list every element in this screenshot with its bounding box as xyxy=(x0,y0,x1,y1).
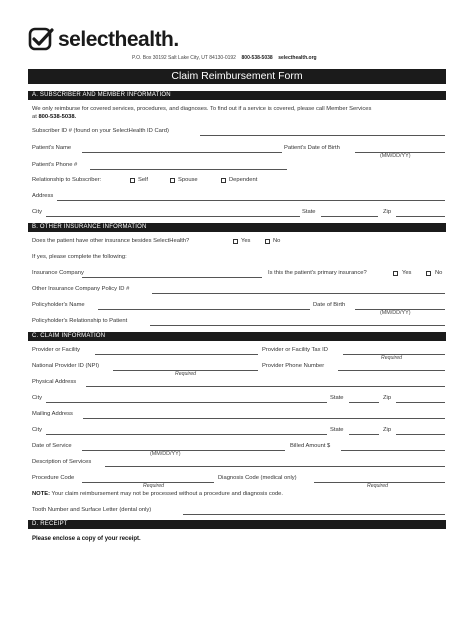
tax-id-label: Provider or Facility Tax ID xyxy=(262,347,328,353)
mailing-address-label: Mailing Address xyxy=(32,411,73,417)
physical-state-field[interactable] xyxy=(349,402,379,403)
npi-label: National Provider ID (NPI) xyxy=(32,363,100,369)
billed-amount-label: Billed Amount $ xyxy=(290,443,331,449)
mailing-state-field[interactable] xyxy=(349,434,379,435)
physical-zip-field[interactable] xyxy=(396,402,445,403)
zip-field[interactable] xyxy=(396,216,445,217)
npi-required: Required xyxy=(175,371,197,377)
patient-dob-label: Patient's Date of Birth xyxy=(284,145,340,151)
primary-no-checkbox[interactable] xyxy=(426,271,431,276)
website-link[interactable]: selecthealth.org xyxy=(278,55,317,61)
spouse-checkbox[interactable] xyxy=(170,178,175,183)
physical-city-field[interactable] xyxy=(46,402,327,403)
mailing-state-label: State xyxy=(330,427,344,433)
procedure-note: NOTE: Your claim reimbursement may not be processed without a procedure and diagnosis code. xyxy=(32,491,284,497)
patient-name-label: Patient's Name xyxy=(32,145,72,151)
state-field[interactable] xyxy=(321,216,378,217)
phone-number: 800-538-5038 xyxy=(241,55,273,61)
selecthealth-logo xyxy=(28,26,179,54)
billed-amount-field[interactable] xyxy=(341,450,445,451)
other-insurance-yes-checkbox[interactable] xyxy=(233,239,238,244)
form-title: Claim Reimbursement Form xyxy=(28,69,446,84)
procedure-code-label: Procedure Code xyxy=(32,475,75,481)
date-of-service-field[interactable] xyxy=(82,450,285,451)
primary-insurance-question: Is this the patient's primary insurance? xyxy=(268,270,367,276)
self-checkbox[interactable] xyxy=(130,178,135,183)
subscriber-id-field[interactable] xyxy=(200,135,445,136)
policyholder-dob-label: Date of Birth xyxy=(313,302,346,308)
primary-yes-label: Yes xyxy=(402,270,412,276)
physical-state-label: State xyxy=(330,395,344,401)
self-label: Self xyxy=(138,177,148,183)
relationship-label: Relationship to Subscriber: xyxy=(32,177,102,183)
check-shield-icon xyxy=(28,27,54,53)
physical-city-label: City xyxy=(32,395,42,401)
primary-yes-checkbox[interactable] xyxy=(393,271,398,276)
tooth-number-field[interactable] xyxy=(183,514,445,515)
date-of-service-label: Date of Service xyxy=(32,443,72,449)
policyholder-relationship-label: Policyholder's Relationship to Patient xyxy=(32,318,128,324)
mailing-zip-label: Zip xyxy=(383,427,392,433)
mailing-address: P.O. Box 30192 Salt Lake City, UT 84130-0192 xyxy=(132,55,236,61)
physical-address-field[interactable] xyxy=(86,386,445,387)
section-b-heading: B. OTHER INSURANCE INFORMATION xyxy=(28,223,446,232)
other-insurance-no-checkbox[interactable] xyxy=(265,239,270,244)
section-d-heading: D. RECEIPT xyxy=(28,520,446,529)
mailing-zip-field[interactable] xyxy=(396,434,445,435)
section-a-intro: We only reimburse for covered services, procedures, and diagnoses. To find out if a service is covered, please call Member Services at 800-538-5038. xyxy=(32,106,372,120)
provider-phone-field[interactable] xyxy=(338,370,445,371)
zip-label: Zip xyxy=(383,209,392,215)
if-yes-instruction: If yes, please complete the following: xyxy=(32,254,127,260)
procedure-code-required: Required xyxy=(143,483,165,489)
logo-wordmark: selecthealth. xyxy=(58,28,179,51)
state-label: State xyxy=(302,209,316,215)
patient-phone-field[interactable] xyxy=(90,169,287,170)
member-services-phone: 800-538-5038. xyxy=(38,114,77,120)
mailing-city-label: City xyxy=(32,427,42,433)
primary-no-label: No xyxy=(435,270,443,276)
tooth-number-label: Tooth Number and Surface Letter (dental only) xyxy=(32,507,152,513)
patient-name-field[interactable] xyxy=(82,152,282,153)
address-label: Address xyxy=(32,193,54,199)
mailing-city-field[interactable] xyxy=(46,434,327,435)
date-of-service-format: (MM/DD/YY) xyxy=(150,451,181,457)
description-label: Description of Services xyxy=(32,459,92,465)
mailing-address-field[interactable] xyxy=(83,418,445,419)
diagnosis-code-label: Diagnosis Code (medical only) xyxy=(218,475,297,481)
patient-dob-format: (MM/DD/YY) xyxy=(380,153,411,159)
policyholder-name-label: Policyholder's Name xyxy=(32,302,85,308)
dependent-label: Dependent xyxy=(229,177,258,183)
tax-id-required: Required xyxy=(381,355,403,361)
provider-field[interactable] xyxy=(95,354,258,355)
policyholder-dob-format: (MM/DD/YY) xyxy=(380,310,411,316)
diagnosis-code-required: Required xyxy=(367,483,389,489)
city-field[interactable] xyxy=(46,216,300,217)
policy-id-field[interactable] xyxy=(152,293,445,294)
policyholder-relationship-field[interactable] xyxy=(150,325,445,326)
patient-phone-label: Patient's Phone # xyxy=(32,162,78,168)
policy-id-label: Other Insurance Company Policy ID # xyxy=(32,286,130,292)
physical-zip-label: Zip xyxy=(383,395,392,401)
other-insurance-yes-label: Yes xyxy=(241,238,251,244)
physical-address-label: Physical Address xyxy=(32,379,77,385)
provider-label: Provider or Facility xyxy=(32,347,80,353)
city-label: City xyxy=(32,209,42,215)
spouse-label: Spouse xyxy=(178,177,198,183)
address-line xyxy=(132,55,317,61)
other-insurance-question: Does the patient have other insurance besides SelectHealth? xyxy=(32,238,190,244)
insurance-company-field[interactable] xyxy=(82,277,262,278)
address-field[interactable] xyxy=(57,200,445,201)
description-field[interactable] xyxy=(105,466,445,467)
receipt-instruction: Please enclose a copy of your receipt. xyxy=(32,536,141,542)
insurance-company-label: Insurance Company xyxy=(32,270,84,276)
section-a-heading: A. SUBSCRIBER AND MEMBER INFORMATION xyxy=(28,91,446,100)
dependent-checkbox[interactable] xyxy=(221,178,226,183)
subscriber-id-label: Subscriber ID # (found on your SelectHealth ID Card) xyxy=(32,128,169,134)
other-insurance-no-label: No xyxy=(273,238,281,244)
policyholder-name-field[interactable] xyxy=(98,309,310,310)
section-c-heading: C. CLAIM INFORMATION xyxy=(28,332,446,341)
provider-phone-label: Provider Phone Number xyxy=(262,363,325,369)
